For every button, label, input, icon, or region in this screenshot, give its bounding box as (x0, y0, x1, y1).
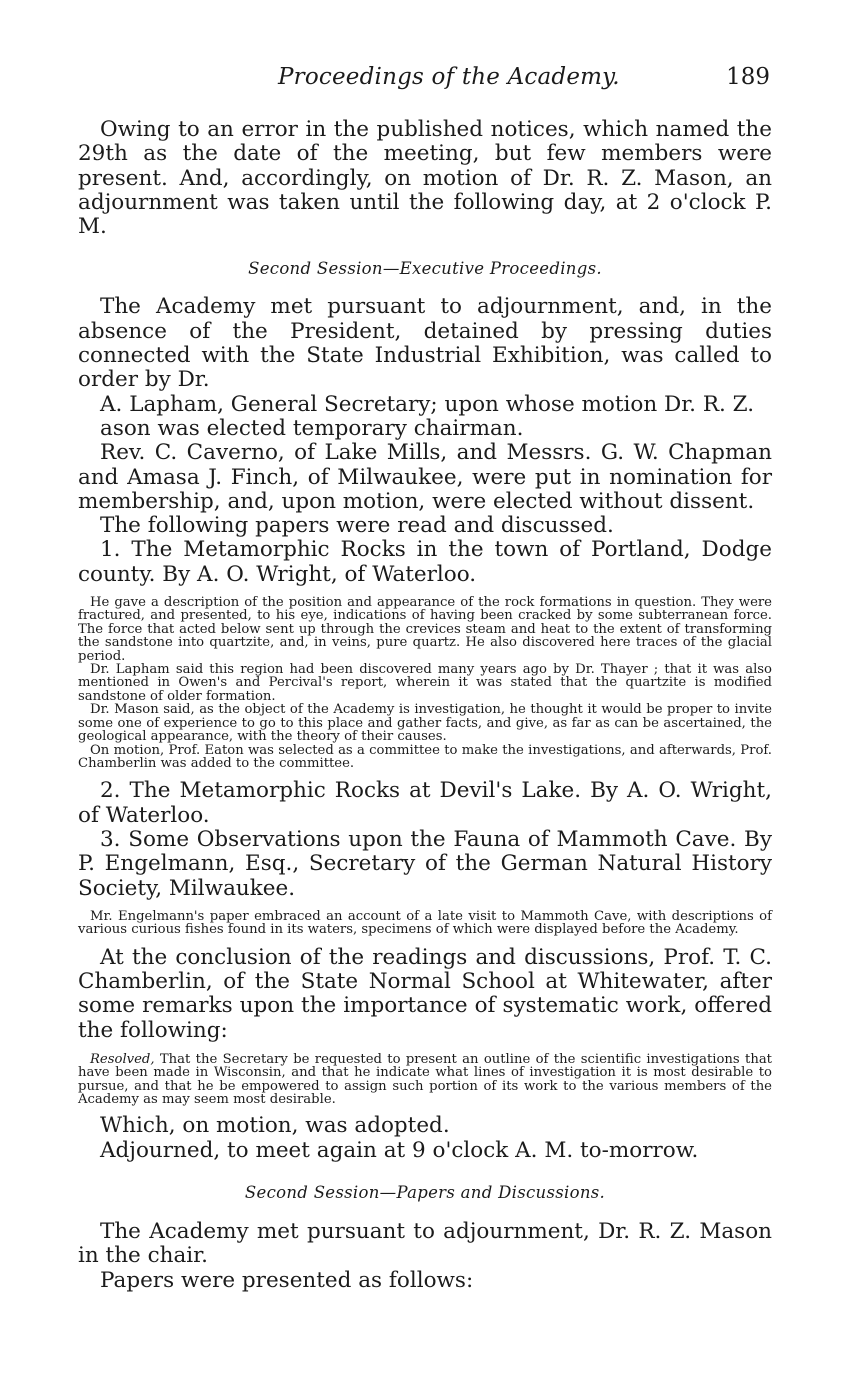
paper-item-1: 1. The Metamorphic Rocks in the town of Portland, Dodge county. By A. O. Wright, of Waterloo. (78, 537, 772, 587)
resolution-text: That the Secretary be requested to present an outline of the scientific investigations that have been made in Wisconsin, and that he indicate what lines of investigation it is most desirable to pursue, and that he be empowered to assign such portion of its work to the various members of the Academy as may seem most desirable. (78, 1051, 772, 1108)
note-description: He gave a description of the position and appearance of the rock formations in question. They were fractured, and presented, to his eye, indications of having been cracked by some subterranean force. The force that acted below sent up through the crevices steam and heat to the extent of transforming the sandstone into quartzite, and, in veins, pure quartz. He also discovered here traces of the glacial period. (78, 595, 772, 664)
paragraph-papers-read: The following papers were read and discussed. (100, 513, 614, 539)
paragraph-lapham: A. Lapham, General Secretary; upon whose motion Dr. R. Z. (100, 391, 755, 417)
note-engelmann: Mr. Engelmann's paper embraced an account of a late visit to Mammoth Cave, with descriptions of various curious fishes found in its waters, specimens of which were displayed before the Academy. (78, 908, 772, 938)
note-lapham: Dr. Lapham said this region had been discovered many years ago by Dr. Thayer ; that it was also mentioned in Owen's and Percival's report, wherein it was stated that the quartzite is modified sandstone of older formation. (78, 662, 772, 704)
paragraph-membership: Rev. C. Caverno, of Lake Mills, and Messrs. G. W. Chapman and Amasa J. Finch, of Milwaukee, were put in nomination for membership, and, upon motion, were elected without dissent. (78, 440, 772, 514)
note-committee: On motion, Prof. Eaton was selected as a committee to make the investigations, and afterwards, Prof. Chamberlin was added to the committee. (78, 742, 772, 771)
section-heading-executive: Second Session—Executive Proceedings. (248, 259, 602, 279)
paragraph-chairman: ason was elected temporary chairman. (100, 415, 524, 441)
paragraph-academy-met: The Academy met pursuant to adjournment, and, in the absence of the President, detained by pressing duties connected with the State Industrial Exhibition, was called to order by Dr. (78, 294, 772, 393)
running-title: Proceedings of the Academy. (278, 64, 620, 90)
paragraph-chamberlin: At the conclusion of the readings and discussions, Prof. T. C. Chamberlin, of the State Normal School at Whitewater, after some remarks upon the importance of systematic work, offered the following: (78, 944, 772, 1043)
running-head (78, 64, 772, 98)
paragraph-adopted: Which, on motion, was adopted. (100, 1113, 450, 1139)
paper-item-2: 2. The Metamorphic Rocks at Devil's Lake. By A. O. Wright, of Waterloo. (78, 778, 772, 828)
paragraph-adjournment-notice: Owing to an error in the published notices, which named the 29th as the date of the meeting, but few members were present. And, accordingly, on motion of Dr. R. Z. Mason, an adjournment was taken until the following day, at 2 o'clock P. M. (78, 117, 772, 240)
resolved-label: Resolved, (90, 1051, 155, 1067)
paragraph-adjourned: Adjourned, to meet again at 9 o'clock A. M. to-morrow. (100, 1137, 699, 1163)
paragraph-papers-presented: Papers were presented as follows: (100, 1267, 474, 1293)
section-heading-papers: Second Session—Papers and Discussions. (244, 1183, 606, 1203)
note-mason: Dr. Mason said, as the object of the Academy is investigation, he thought it would be proper to invite some one of experience to go to this place and gather facts, and give, as far as can be ascertained, the geological appearance, with the theory of their causes. (78, 702, 772, 745)
paper-item-3: 3. Some Observations upon the Fauna of Mammoth Cave. By P. Engelmann, Esq., Secretary of the German Natural History Society, Milwaukee. (78, 826, 772, 901)
paragraph-second-session: The Academy met pursuant to adjournment, Dr. R. Z. Mason in the chair. (78, 1219, 772, 1269)
resolution (78, 1053, 772, 1107)
page-number: 189 (726, 64, 770, 90)
page-body (78, 118, 772, 1293)
